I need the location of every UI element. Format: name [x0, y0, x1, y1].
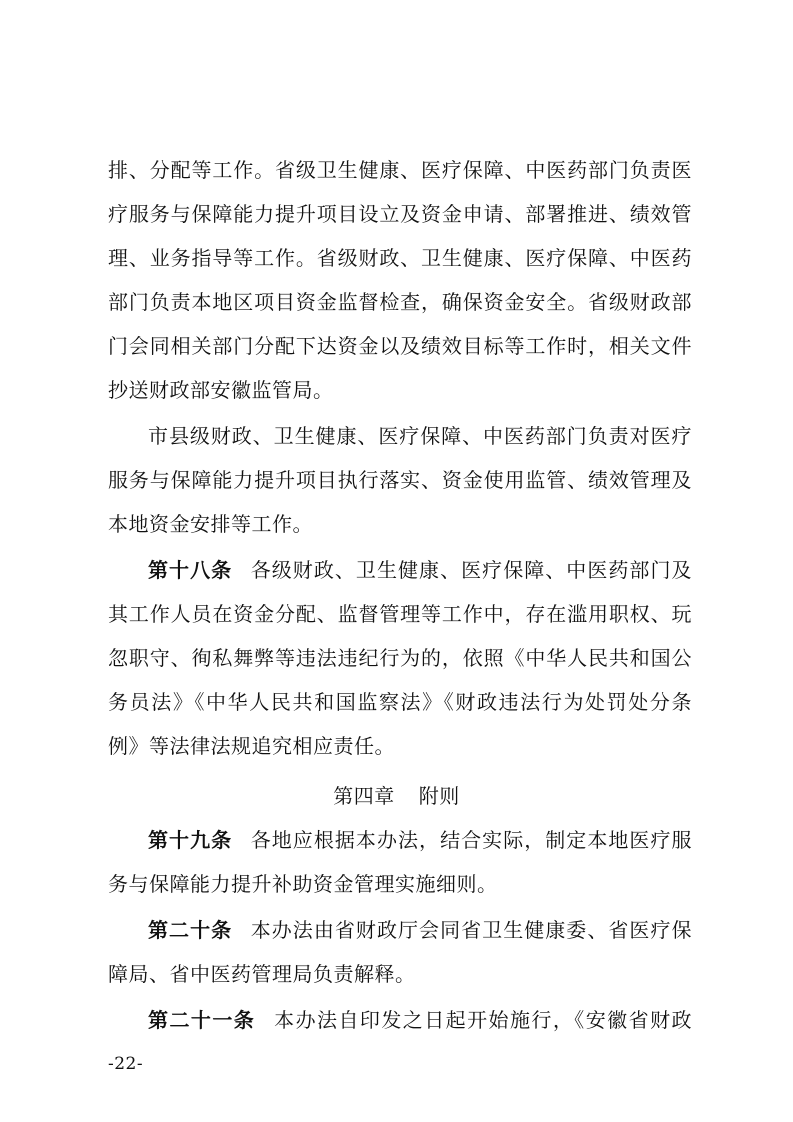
article-label: 第十八条 [148, 558, 233, 582]
article-label: 第二十一条 [148, 1008, 256, 1032]
body-line: 理、业务指导等工作。省级财政、卫生健康、医疗保障、中医药 [108, 246, 692, 270]
chapter-title: 附则 [418, 784, 460, 808]
body-line: 其工作人员在资金分配、监督管理等工作中，存在滥用职权、玩 [108, 602, 692, 626]
article-text: 各地应根据本办法，结合实际，制定本地医疗服 [250, 828, 693, 852]
body-line: 障局、省中医药管理局负责解释。 [108, 962, 416, 986]
page-number: -22- [108, 1054, 144, 1074]
body-line: 忽职守、徇私舞弊等违法违纪行为的，依照《中华人民共和国公 [108, 646, 692, 670]
article-label: 第二十条 [148, 918, 233, 942]
body-line: 务与保障能力提升补助资金管理实施细则。 [108, 872, 498, 896]
body-line: 部门负责本地区项目资金监督检查，确保资金安全。省级财政部 [108, 290, 692, 314]
body-line: 例》等法律法规追究相应责任。 [108, 734, 395, 758]
article-21-first-line [148, 1002, 692, 1038]
body-line: 抄送财政部安徽监管局。 [108, 378, 334, 402]
article-text: 各级财政、卫生健康、医疗保障、中医药部门及 [250, 558, 693, 582]
chapter-number: 第四章 [333, 784, 395, 808]
article-20-first-line [148, 912, 692, 948]
body-line: 市县级财政、卫生健康、医疗保障、中医药部门负责对医疗 [148, 424, 692, 448]
article-text: 本办法自印发之日起开始施行，《安徽省财政 [273, 1008, 693, 1032]
chapter-heading [0, 778, 793, 814]
article-label: 第十九条 [148, 828, 233, 852]
body-line: 本地资金安排等工作。 [108, 512, 313, 536]
article-19-first-line [148, 822, 692, 858]
body-line: 疗服务与保障能力提升项目设立及资金申请、部署推进、绩效管 [108, 202, 692, 226]
body-line: 门会同相关部门分配下达资金以及绩效目标等工作时，相关文件 [108, 334, 692, 358]
body-line: 服务与保障能力提升项目执行落实、资金使用监管、绩效管理及 [108, 468, 692, 492]
body-line: 排、分配等工作。省级卫生健康、医疗保障、中医药部门负责医 [108, 158, 692, 182]
body-line: 务员法》《中华人民共和国监察法》《财政违法行为处罚处分条 [108, 690, 692, 714]
article-18-first-line [148, 552, 692, 588]
article-text: 本办法由省财政厅会同省卫生健康委、省医疗保 [250, 918, 693, 942]
